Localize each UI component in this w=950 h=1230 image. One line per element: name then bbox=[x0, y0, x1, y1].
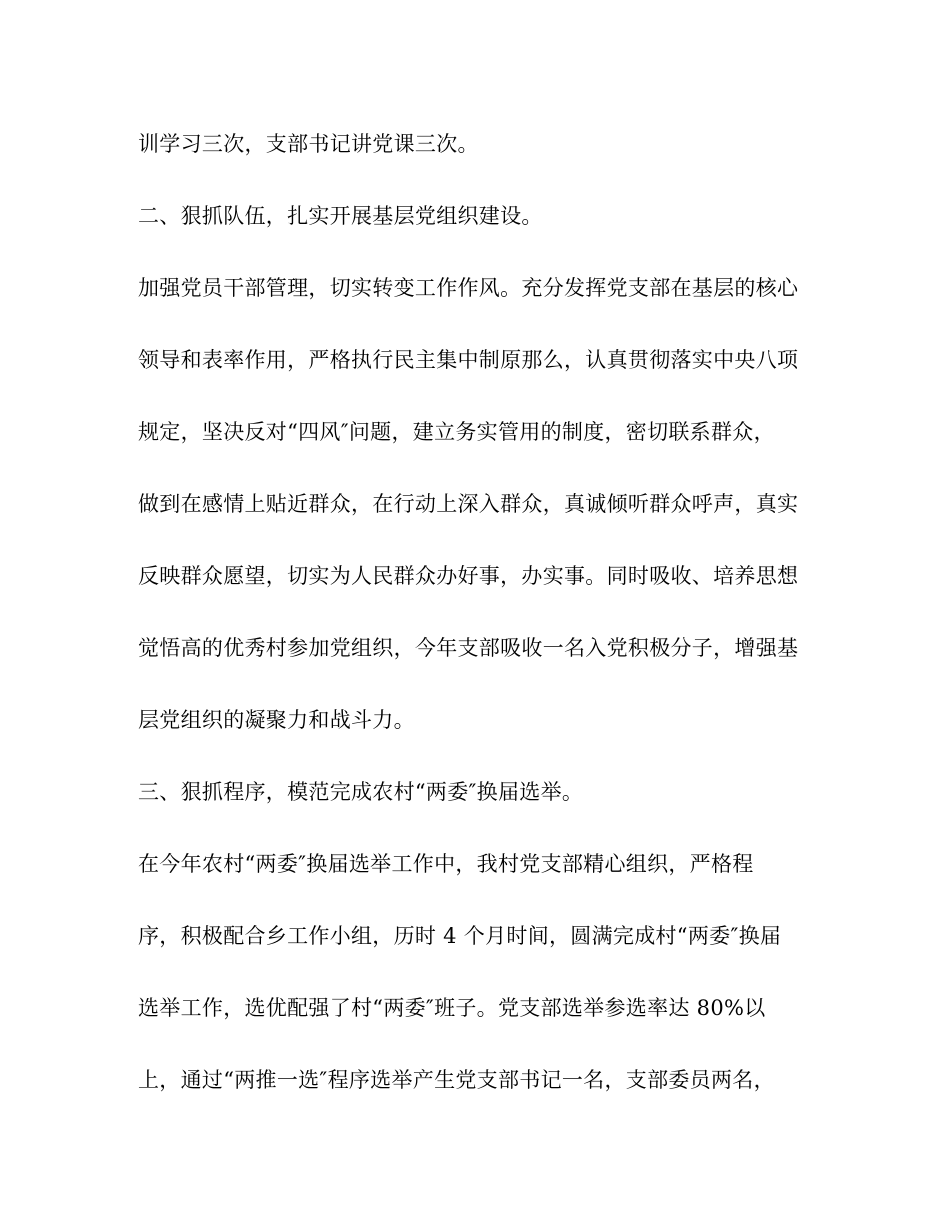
text-line-6: 做到在感情上贴近群众，在行动上深入群众，真诚倾听群众呼声，真实 bbox=[138, 492, 799, 516]
section-heading-3: 三、狠抓程序，模范完成农村“两委″换届选举。 bbox=[138, 780, 584, 804]
text-line-3: 加强党员干部管理，切实转变工作作风。充分发挥党支部在基层的核心 bbox=[138, 276, 799, 300]
text-line-9: 层党组织的凝聚力和战斗力。 bbox=[138, 708, 415, 732]
text-line-13: 选举工作，选优配强了村“两委″班子。党支部选举参选率达 80%以 bbox=[138, 996, 766, 1020]
text-line-5: 规定，坚决反对“四风″问题，建立务实管用的制度，密切联系群众， bbox=[138, 420, 775, 444]
text-line-12: 序，积极配合乡工作小组，历时 4 个月时间，圆满完成村“两委″换届 bbox=[138, 924, 782, 948]
text-line-4: 领导和表率作用，严格执行民主集中制原那么，认真贯彻落实中央八项 bbox=[138, 348, 799, 372]
text-line-14: 上，通过“两推一选″程序选举产生党支部书记一名，支部委员两名， bbox=[138, 1068, 775, 1092]
section-heading-2: 二、狠抓队伍，扎实开展基层党组织建设。 bbox=[138, 204, 543, 228]
text-line-1: 训学习三次，支部书记讲党课三次。 bbox=[138, 132, 479, 156]
text-line-11: 在今年农村“两委″换届选举工作中，我村党支部精心组织，严格程 bbox=[138, 852, 754, 876]
text-line-8: 觉悟高的优秀村参加党组织，今年支部吸收一名入党积极分子，增强基 bbox=[138, 636, 799, 660]
text-line-7: 反映群众愿望，切实为人民群众办好事，办实事。同时吸收、培养思想 bbox=[138, 564, 799, 588]
